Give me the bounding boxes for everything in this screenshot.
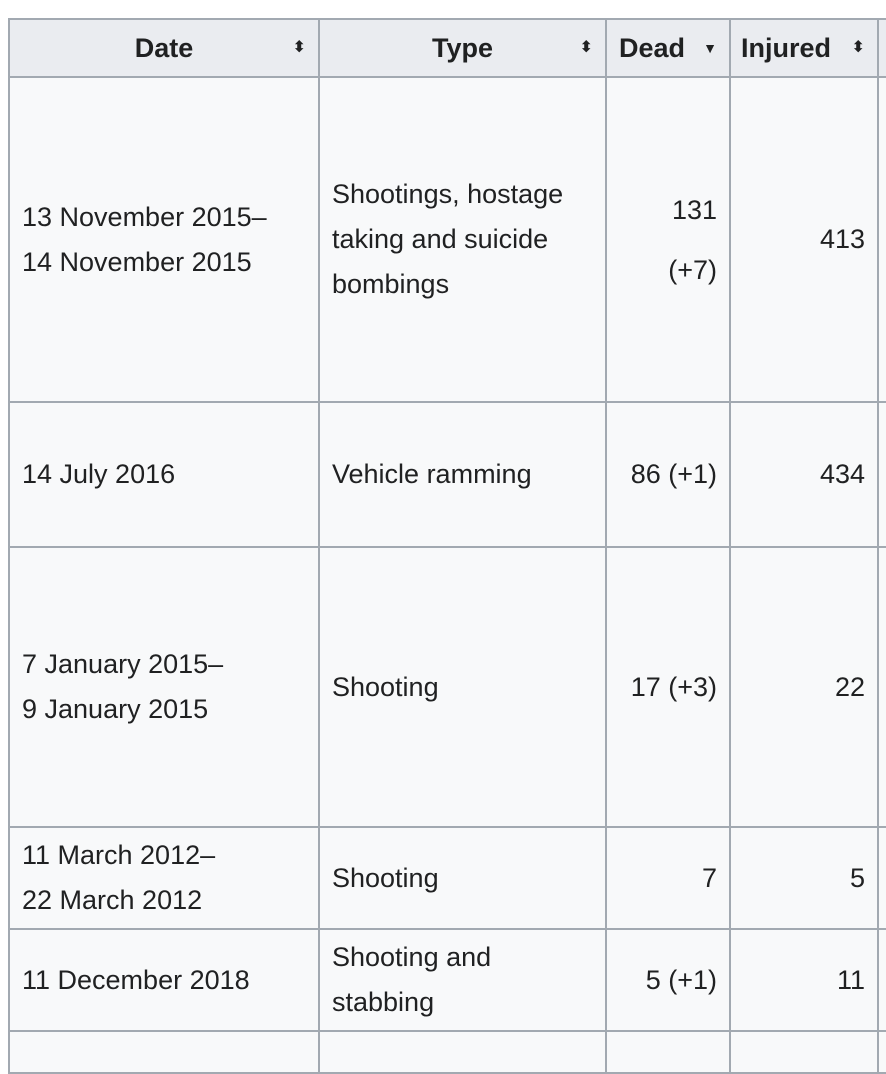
cell-injured: 11 — [730, 929, 878, 1031]
date-line: 22 March 2012 — [22, 885, 203, 915]
cell-type: Shooting and stabbing — [319, 929, 606, 1031]
column-header-overflow — [878, 19, 886, 77]
cell-date — [9, 827, 319, 929]
dead-value: (+7) — [668, 254, 717, 285]
date-line: 7 January 2015– — [22, 649, 224, 679]
dead-value: 131 — [671, 194, 717, 225]
cell-dead — [606, 827, 730, 929]
column-header-date[interactable] — [9, 19, 319, 77]
sort-both-icon[interactable]: ⬍ — [851, 39, 865, 56]
cell-type: Shooting — [319, 547, 606, 827]
sort-both-icon[interactable]: ⬍ — [292, 39, 306, 56]
date-line: 11 December 2018 — [22, 964, 250, 995]
cell-injured: 434 — [730, 402, 878, 547]
cell-dead — [606, 77, 730, 402]
cell-empty — [606, 1031, 730, 1073]
cell-overflow — [878, 929, 886, 1031]
sort-both-icon[interactable]: ⬍ — [579, 39, 593, 56]
table-row — [9, 402, 886, 547]
cell-dead — [606, 929, 730, 1031]
column-header-label: Dead — [619, 32, 686, 63]
date-line: 9 January 2015 — [22, 694, 209, 724]
dead-value: 17 (+3) — [630, 671, 717, 702]
cell-dead — [606, 547, 730, 827]
sort-descending-icon[interactable]: ▼ — [703, 40, 717, 56]
cell-date — [9, 402, 319, 547]
column-header-injured[interactable] — [730, 19, 878, 77]
table-row — [9, 827, 886, 929]
cell-empty — [9, 1031, 319, 1073]
date-line: 14 July 2016 — [22, 459, 176, 489]
cell-injured: 5 — [730, 827, 878, 929]
date-line: 13 November 2015– — [22, 201, 267, 232]
dead-value: 7 — [701, 862, 717, 893]
table-row — [9, 929, 886, 1031]
cell-empty — [319, 1031, 606, 1073]
table-row — [9, 547, 886, 827]
dead-value: 86 (+1) — [630, 459, 717, 489]
column-header-label: Injured — [741, 32, 832, 63]
table-row — [9, 77, 886, 402]
cell-overflow — [878, 77, 886, 402]
cell-date — [9, 547, 319, 827]
dead-value: 5 (+1) — [645, 964, 717, 995]
column-header-dead[interactable] — [606, 19, 730, 77]
cell-empty — [878, 1031, 886, 1073]
cell-date — [9, 77, 319, 402]
table-row — [9, 1031, 886, 1073]
cell-empty — [730, 1031, 878, 1073]
cell-dead — [606, 402, 730, 547]
cell-date — [9, 929, 319, 1031]
cell-overflow — [878, 827, 886, 929]
column-header-label: Date — [134, 32, 194, 63]
attacks-table — [8, 18, 886, 1074]
table-header-row — [9, 19, 886, 77]
cell-type: Vehicle ramming — [319, 402, 606, 547]
cell-injured: 22 — [730, 547, 878, 827]
date-line: 11 March 2012– — [22, 840, 216, 870]
cell-type: Shootings, hostage taking and suicide bombings — [319, 77, 606, 402]
column-header-label: Type — [431, 32, 493, 63]
cell-overflow — [878, 547, 886, 827]
cell-type: Shooting — [319, 827, 606, 929]
cell-injured: 413 — [730, 77, 878, 402]
date-line: 14 November 2015 — [22, 246, 252, 277]
cell-overflow — [878, 402, 886, 547]
column-header-type[interactable] — [319, 19, 606, 77]
